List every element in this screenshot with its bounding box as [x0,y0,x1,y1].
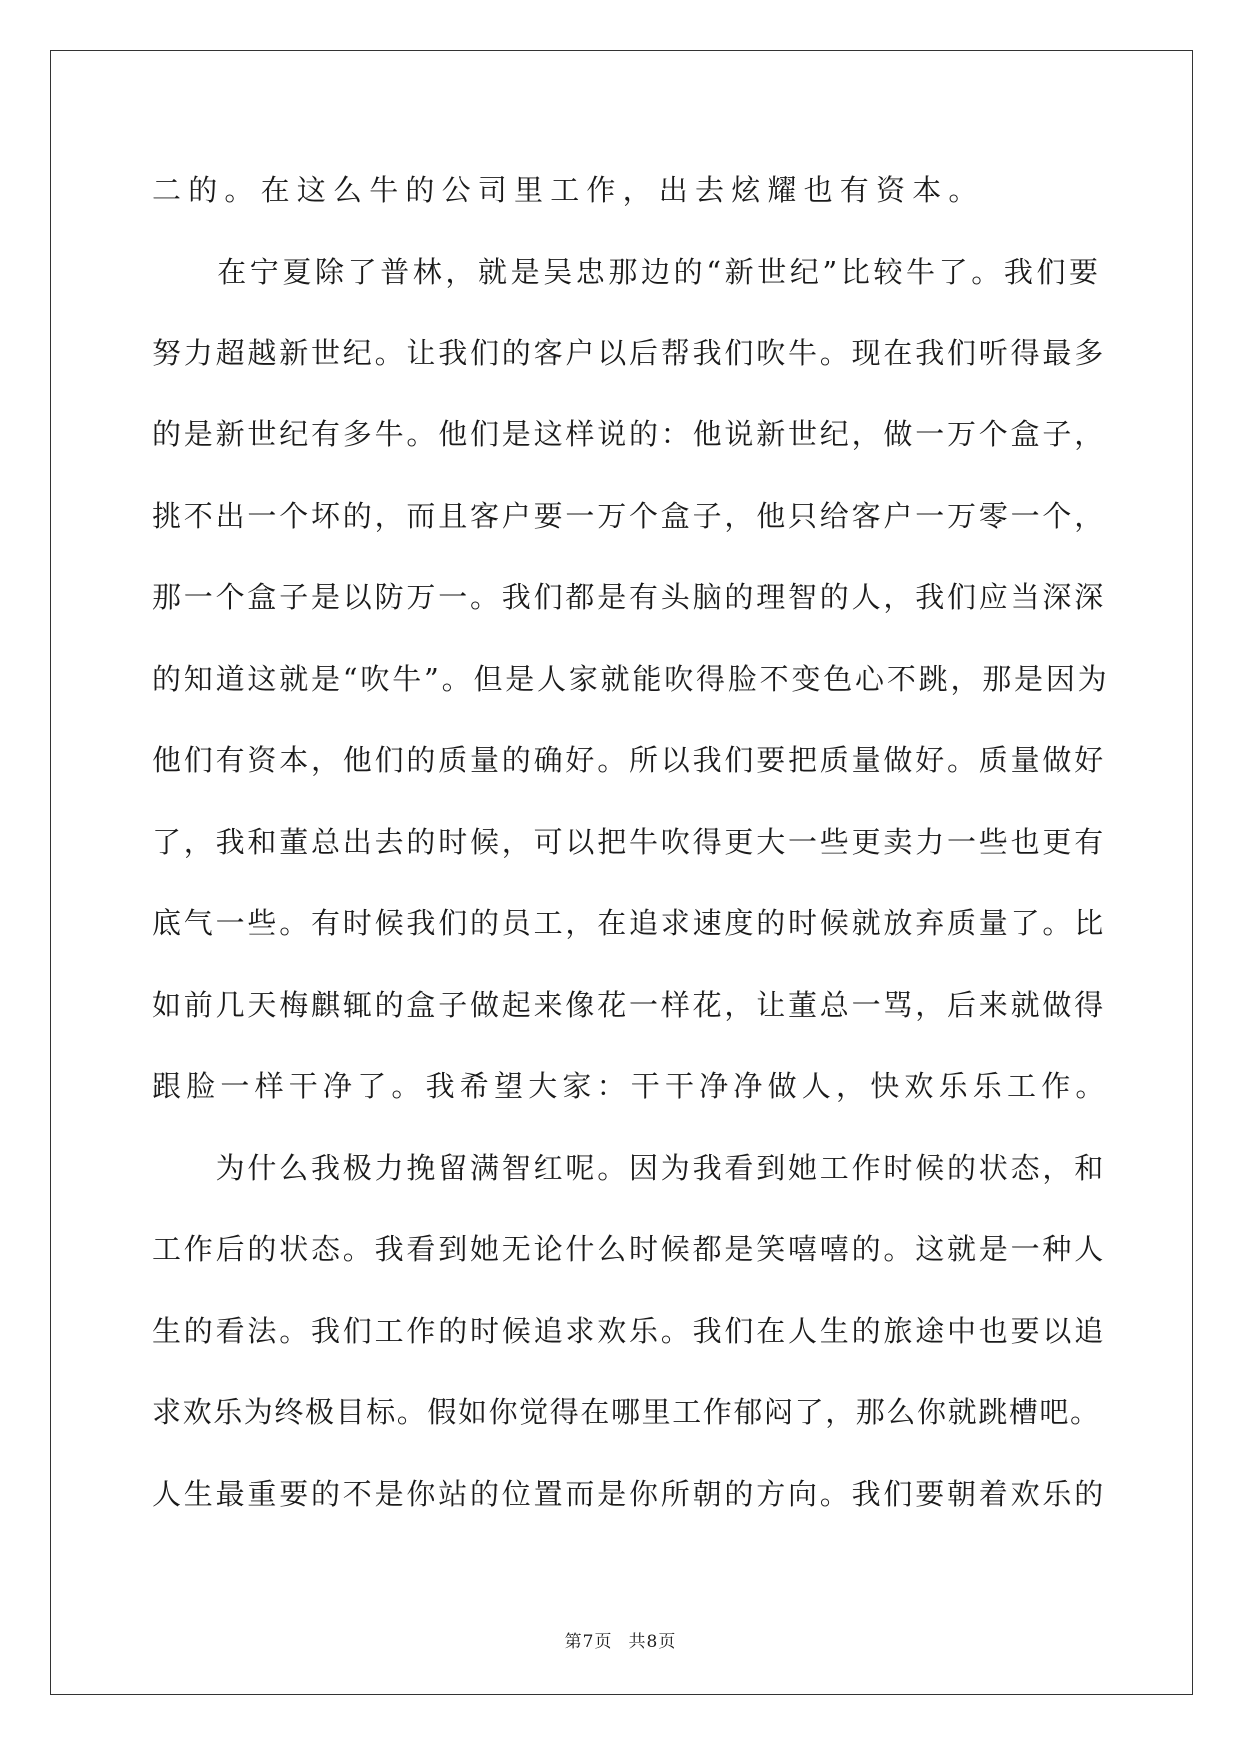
page-number: 第7页 [564,1632,613,1652]
text-line: 他们有资本，他们的质量的确好。所以我们要把质量做好。质量做好 [152,743,1107,777]
text-line: 如前几天梅麒辄的盒子做起来像花一样花，让董总一骂，后来就做得 [152,988,1107,1022]
text-line: 工作后的状态。我看到她无论什么时候都是笑嘻嘻的。这就是一种人 [152,1232,1107,1266]
text-line: 的知道这就是“吹牛”。但是人家就能吹得脸不变色心不跳，那是因为 [152,662,1110,696]
text-line: 跟脸一样干净了。我希望大家：干干净净做人，快欢乐乐工作。 [152,1069,1110,1103]
text-line: 在宁夏除了普林，就是吴忠那边的“新世纪”比较牛了。我们要 [152,255,1102,289]
text-line: 那一个盒子是以防万一。我们都是有头脑的理智的人，我们应当深深 [152,580,1107,614]
page-total: 共8页 [628,1632,677,1652]
text-line: 求欢乐为终极目标。假如你觉得在哪里工作郁闷了，那么你就跳槽吧。 [152,1395,1101,1429]
text-line: 二的。在这么牛的公司里工作，出去炫耀也有资本。 [152,173,985,207]
text-line: 为什么我极力挽留满智红呢。因为我看到她工作时候的状态，和 [152,1151,1107,1185]
text-line: 底气一些。有时候我们的员工，在追求速度的时候就放弃质量了。比 [152,906,1107,940]
page-footer [0,1630,1241,1654]
text-line: 努力超越新世纪。让我们的客户以后帮我们吹牛。现在我们听得最多 [152,336,1107,370]
text-line: 了，我和董总出去的时候，可以把牛吹得更大一些更卖力一些也更有 [152,825,1107,859]
page-border [50,50,1193,1695]
text-line: 生的看法。我们工作的时候追求欢乐。我们在人生的旅途中也要以追 [152,1314,1107,1348]
text-line: 挑不出一个坏的，而且客户要一万个盒子，他只给客户一万零一个， [152,499,1107,533]
text-line: 的是新世纪有多牛。他们是这样说的：他说新世纪，做一万个盒子， [152,417,1107,451]
text-line: 人生最重要的不是你站的位置而是你所朝的方向。我们要朝着欢乐的 [152,1477,1107,1511]
